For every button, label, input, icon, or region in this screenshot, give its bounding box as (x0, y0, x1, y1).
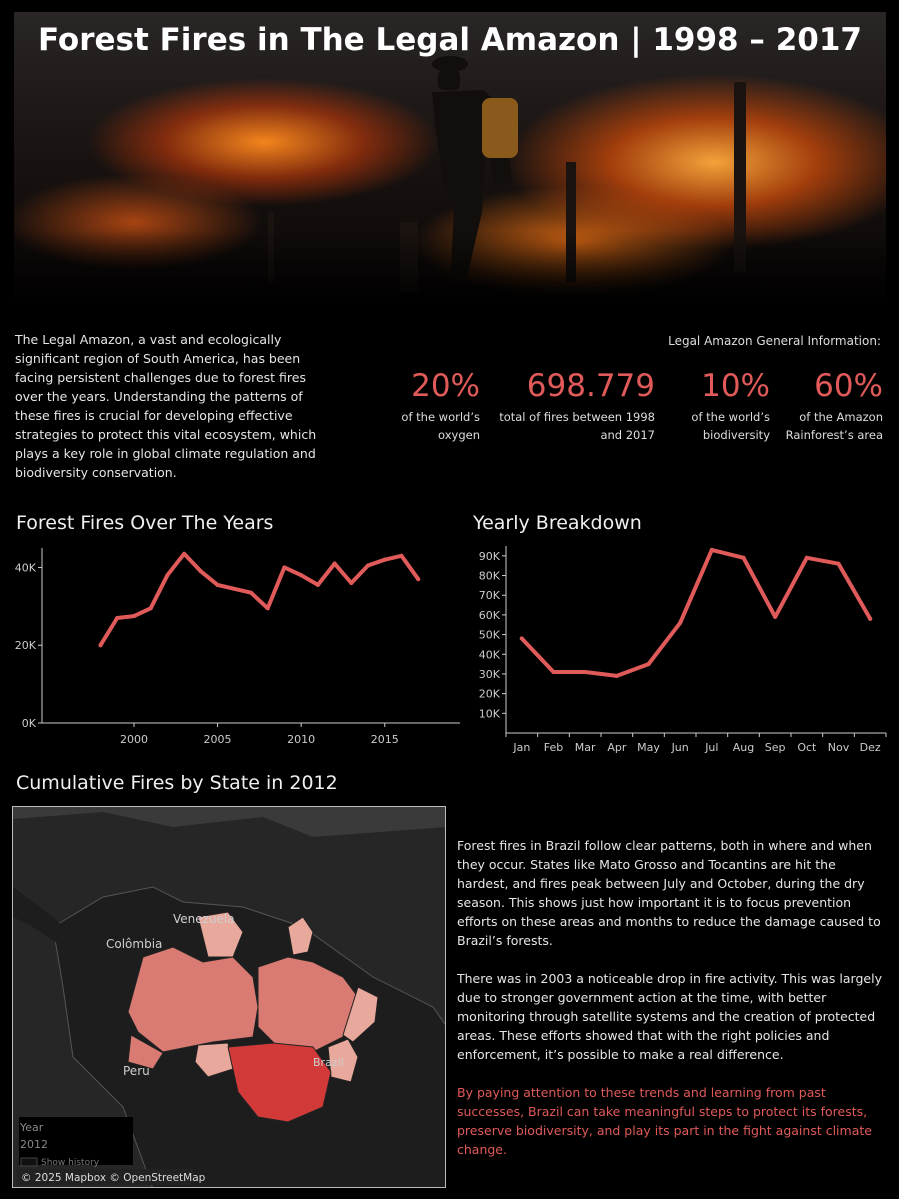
story-text (457, 836, 887, 1178)
y-tick-label: 20K (14, 639, 36, 653)
data-point (552, 670, 556, 674)
data-point (333, 562, 337, 566)
data-point (399, 554, 403, 558)
kpi-label: of the Amazon Rainforest’s area (785, 410, 883, 442)
data-point (520, 637, 524, 641)
x-tick-label: Jan (513, 741, 531, 754)
legend-toggle[interactable]: Show history (41, 1158, 100, 1168)
y-tick-label: 20K (478, 687, 500, 701)
data-point (266, 606, 270, 610)
x-tick-label: May (637, 741, 660, 754)
chart-years-title: Forest Fires Over The Years (16, 512, 274, 534)
data-point (99, 643, 103, 647)
hero-banner (14, 12, 886, 300)
data-point (349, 581, 353, 585)
data-point (615, 674, 619, 678)
data-point (282, 565, 286, 569)
y-tick-label: 0K (21, 717, 36, 730)
y-tick-label: 10K (478, 707, 500, 721)
state-amazonas[interactable] (128, 947, 258, 1052)
data-point (299, 573, 303, 577)
kpi-value: 60% (814, 368, 883, 404)
x-tick-label: 2010 (287, 733, 316, 746)
data-point (132, 614, 136, 618)
data-point (416, 577, 420, 581)
y-tick-label: 90K (478, 549, 500, 563)
data-point (868, 617, 872, 621)
data-point (316, 583, 320, 587)
data-point (837, 562, 841, 566)
kpi-biodiversity (670, 368, 770, 444)
data-point (182, 552, 186, 556)
legend-title: Year (20, 1121, 44, 1134)
label-brazil: Brazil (313, 1056, 344, 1069)
data-point (773, 615, 777, 619)
y-tick-label: 40K (478, 648, 500, 662)
data-point (805, 556, 809, 560)
data-point (742, 556, 746, 560)
map-view[interactable] (12, 806, 446, 1188)
series-line (522, 550, 870, 676)
x-tick-label: Jun (671, 741, 689, 754)
series-line (101, 554, 419, 645)
x-tick-label: Aug (732, 741, 755, 754)
kpi-value: 698.779 (526, 368, 655, 404)
data-point (249, 591, 253, 595)
x-tick-label: Oct (797, 741, 817, 754)
label-colombia: Colômbia (106, 937, 163, 951)
story-paragraph-3: By paying attention to these trends and learning from past successes, Brazil can take meaningful steps to protect its forests, preserve biodiversity, and play its part in the fight against climate change. (457, 1085, 872, 1157)
legend-toggle-box[interactable] (21, 1158, 37, 1166)
data-point (647, 662, 651, 666)
data-point (678, 621, 682, 625)
y-tick-label: 40K (14, 561, 36, 575)
x-tick-label: Mar (574, 741, 596, 754)
story-paragraph-1: Forest fires in Brazil follow clear patterns, both in where and when they occur. States like Mato Grosso and Tocantins are hit the hardest, and fires peak between July and October, during the dry season. This shows just how important it is to focus prevention efforts on these areas and months to reduce the damage caused to Brazil’s forests. (457, 838, 881, 948)
kpi-header: Legal Amazon General Information: (668, 334, 881, 348)
kpi-label: total of fires between 1998 and 2017 (499, 410, 655, 442)
y-tick-label: 60K (478, 608, 500, 622)
x-tick-label: Feb (543, 741, 564, 754)
y-tick-label: 80K (478, 569, 500, 583)
y-tick-label: 50K (478, 628, 500, 642)
chart-years (0, 540, 460, 760)
x-tick-label: Sep (764, 741, 786, 754)
label-peru: Peru (123, 1064, 150, 1078)
x-tick-label: Nov (827, 741, 850, 754)
map-canvas (13, 807, 446, 1188)
data-point (216, 583, 220, 587)
kpi-total-fires (490, 368, 655, 444)
story-paragraph-2: There was in 2003 a noticeable drop in fire activity. This was largely due to stronger government action at the time, with better monitoring through satellite systems and the creation of protected areas. These efforts showed that with the right policies and enforcement, it’s possible to make a real difference. (457, 971, 882, 1062)
x-tick-label: 2005 (203, 733, 232, 746)
kpi-label: of the world’s oxygen (401, 410, 480, 442)
y-tick-label: 30K (478, 667, 500, 681)
y-tick-label: 70K (478, 589, 500, 603)
map-attribution[interactable]: © 2025 Mapbox © OpenStreetMap (21, 1172, 206, 1184)
hero-ground-shade (14, 230, 886, 300)
page-title: Forest Fires in The Legal Amazon | 1998 – 2017 (38, 22, 862, 58)
data-point (366, 564, 370, 568)
data-point (583, 670, 587, 674)
map-title: Cumulative Fires by State in 2012 (16, 772, 338, 794)
x-tick-label: Apr (607, 741, 627, 754)
data-point (383, 558, 387, 562)
data-point (232, 587, 236, 591)
data-point (199, 569, 203, 573)
x-tick-label: 2000 (119, 733, 148, 746)
x-tick-label: 2015 (370, 733, 399, 746)
chart-months-title: Yearly Breakdown (473, 512, 642, 534)
land-central-america (13, 887, 73, 947)
data-point (165, 573, 169, 577)
data-point (115, 616, 119, 620)
kpi-value: 20% (411, 368, 480, 404)
kpi-label: of the world’s biodiversity (691, 410, 770, 442)
chart-months (470, 540, 890, 765)
x-tick-label: Jul (705, 741, 719, 754)
intro-text: The Legal Amazon, a vast and ecologically significant region of South America, has been facing persistent challenges due to forest fires over the years. Understanding the patterns of these fires is crucial for developing effective strategies to protect this vital ecosystem, which plays a key role in global climate regulation and biodiversity conservation. (15, 332, 317, 480)
kpi-oxygen (380, 368, 480, 444)
data-point (149, 606, 153, 610)
data-point (710, 548, 714, 552)
legend-value: 2012 (20, 1138, 48, 1151)
label-venezuela: Venezuela (173, 912, 235, 926)
kpi-rainforest-area (775, 368, 883, 444)
x-tick-label: Dez (859, 741, 881, 754)
kpi-value: 10% (701, 368, 770, 404)
land-caribbean (13, 807, 446, 837)
